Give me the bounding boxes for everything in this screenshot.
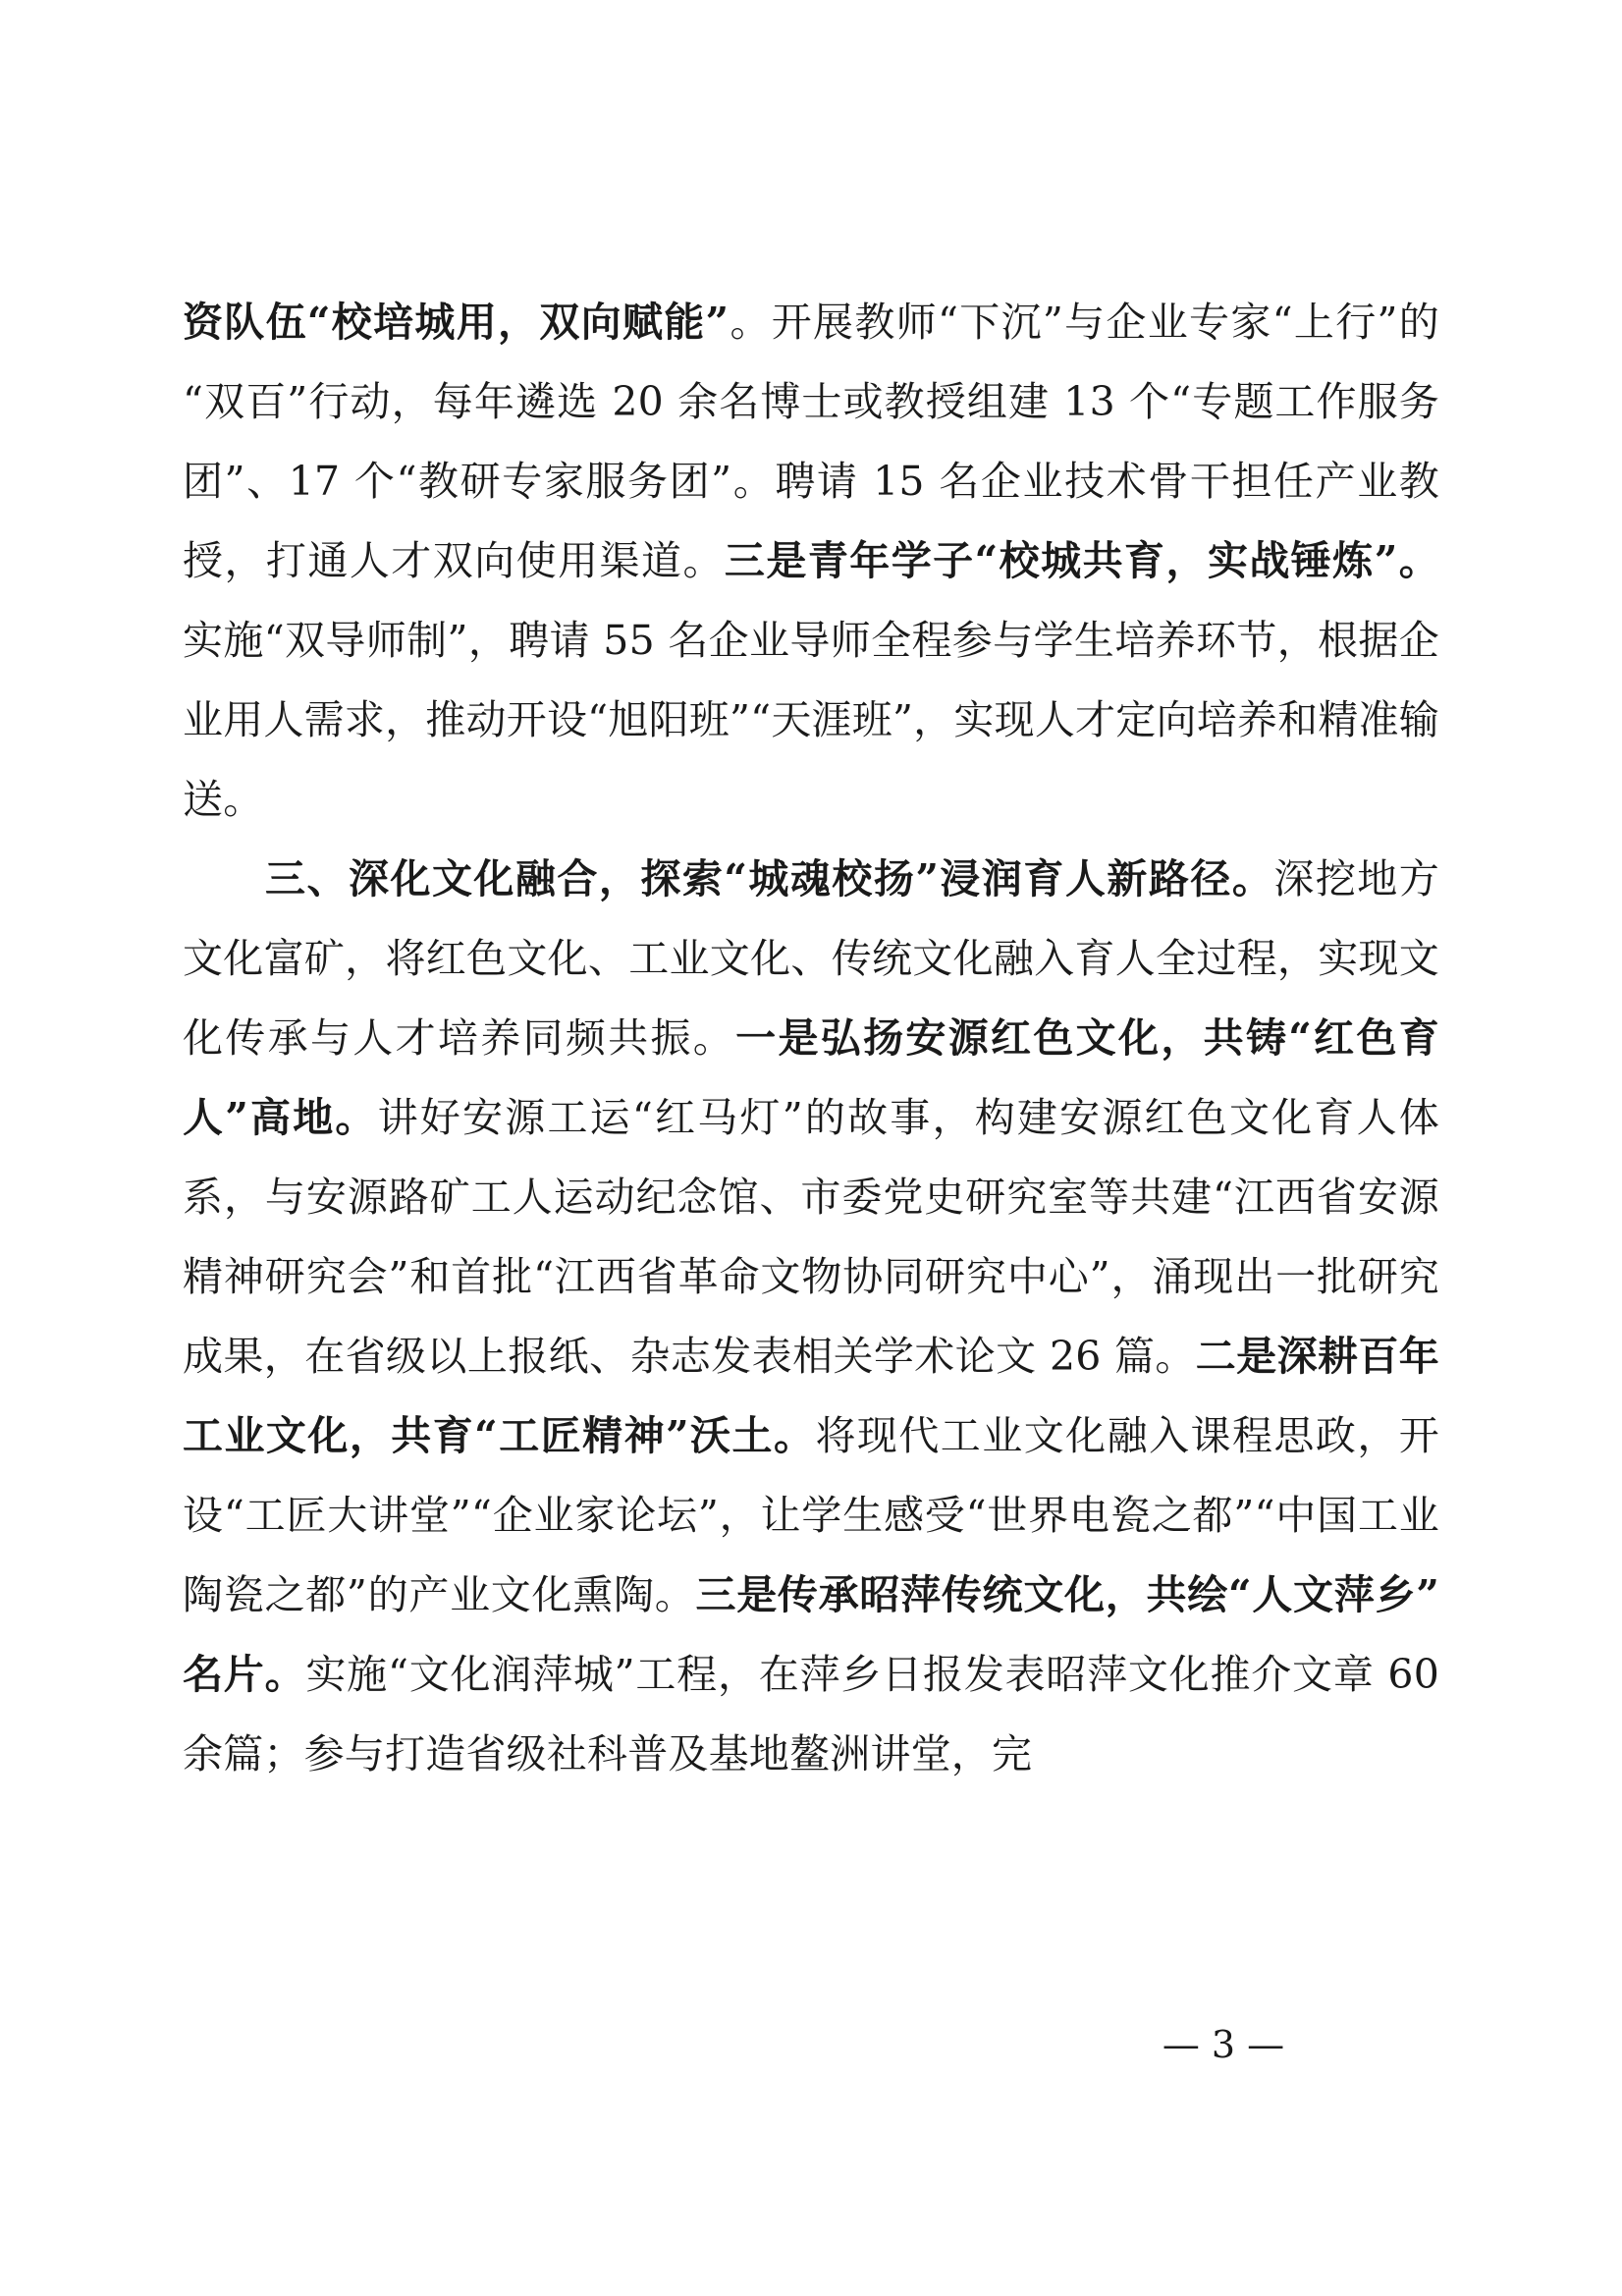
- text-run-bold: 三是青年学子“校城共育，实战锤炼”。: [724, 537, 1439, 584]
- text-run-bold: 二是深耕百年工业文化，共育“工匠精神”沃土。: [183, 1333, 1439, 1459]
- text-run-bold: “校培城用，双向赋能”: [306, 299, 730, 346]
- text-run: 将现代工业文化融入课程思政，开设“工匠大讲堂”“企业家论坛”，让学生感受“世界电瓷之都”“中国工业陶瓷之都”的产业文化熏陶。: [183, 1412, 1439, 1618]
- text-run: 实施“双导师制”，聘请 55 名企业导师全程参与学生培养环节，根据企业用人需求，推动开设“旭阳班”“天涯班”，实现人才定向培养和精准输送。: [183, 617, 1439, 823]
- paragraph: [183, 283, 1439, 840]
- text-run: 深挖地方文化富矿，将红色文化、工业文化、传统文化融入育人全过程，实现文化传承与人才培养同频共振。: [183, 855, 1439, 1062]
- text-run-bold: 三是传承昭萍传统文化，共绘“人文萍乡”名片。: [183, 1571, 1439, 1698]
- text-run-bold: 一是弘扬安源红色文化，共铸“红色育人”高地。: [183, 1014, 1440, 1141]
- text-run: 实施“文化润萍城”工程，在萍乡日报发表昭萍文化推介文章 60 余篇；参与打造省级社科普及基地鳌洲讲堂，完: [183, 1651, 1439, 1777]
- paragraph: [183, 840, 1439, 1794]
- document-body: [183, 283, 1439, 1794]
- text-run: 。开展教师“下沉”与企业专家“上行”的“双百”行动，每年遴选 20 余名博士或教授组建 13 个“专题工作服务团”、17 个“教研专家服务团”。聘请 15 名企业技术骨干担任产业教授，打通人才双向使用渠道。: [183, 299, 1439, 584]
- text-run: 讲好安源工运“红马灯”的故事，构建安源红色文化育人体系，与安源路矿工人运动纪念馆、市委党史研究室等共建“江西省安源精神研究会”和首批“江西省革命文物协同研究中心”，涌现出一批研究成果，在省级以上报纸、杂志发表相关学术论文 26 篇。: [183, 1094, 1439, 1380]
- page-number: — 3 —: [1162, 2023, 1285, 2066]
- text-run-bold: 资队伍: [183, 299, 307, 346]
- text-run-bold: 三、深化文化融合，探索“城魂校扬”浸润育人新路径。: [265, 855, 1274, 902]
